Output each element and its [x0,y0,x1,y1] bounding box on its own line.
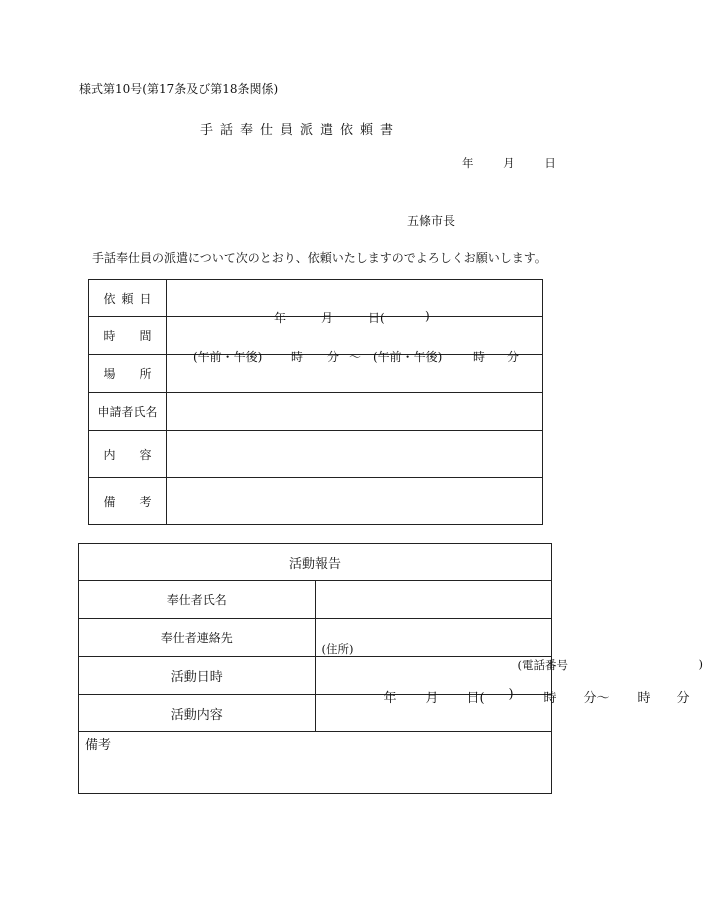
report-remarks-row [79,732,552,794]
request-table [88,279,543,525]
date-month-label: 月 [503,156,515,170]
applicant-row [89,393,543,431]
report-remarks-field[interactable] [79,732,552,794]
activity-min-end: 分 [676,690,690,706]
activity-month: 月 [425,690,439,706]
addressee: 五條市長 [407,214,456,228]
activity-min-start: 分〜 [583,690,610,706]
request-date-field[interactable] [167,280,543,325]
activity-year: 年 [383,690,397,706]
content-field[interactable] [167,431,543,478]
applicant-label: 申請者氏名 [89,393,167,431]
activity-datetime-field[interactable] [315,657,690,706]
report-remarks-label: 備考 [85,738,112,753]
volunteer-contact-label: 奉仕者連絡先 [79,619,316,657]
date-year-label: 年 [462,156,474,170]
contact-address-label: (住所) [321,641,354,656]
time-min-start: 分 [327,349,340,364]
time-ampm-end: (午前・午後) [373,349,443,364]
remarks-field[interactable] [167,478,543,525]
activity-datetime-row [79,657,552,695]
contact-phone-label: (電話番号 [517,657,568,672]
volunteer-name-field[interactable] [315,581,552,619]
content-label: 内容 [89,431,167,478]
document-title: 手話奉仕員派遣依頼書 [200,123,401,138]
time-min-end: 分 [507,349,520,364]
time-ampm-start: (午前・午後) [193,349,263,364]
remarks-label: 備考 [89,478,167,525]
submission-date [462,155,556,171]
request-date-label: 依頼日 [89,280,167,317]
activity-hour-start: 時 [543,690,557,706]
contact-phone-close: ) [698,656,703,671]
time-hour-start: 時 [291,349,304,364]
place-label: 場所 [89,355,167,393]
request-date-day: 日( [368,311,385,325]
applicant-field[interactable] [167,393,543,431]
volunteer-contact-row [79,619,552,657]
request-date-row [89,280,543,317]
report-table [78,543,703,794]
volunteer-name-row [79,581,552,619]
time-field[interactable] [167,317,543,364]
request-date-close: ) [425,309,430,323]
volunteer-name-label: 奉仕者氏名 [79,581,316,619]
report-title: 活動報告 [79,544,552,581]
activity-hour-end: 時 [637,690,651,706]
request-date-year: 年 [274,311,287,325]
time-hour-end: 時 [473,349,486,364]
time-row [89,317,543,355]
request-date-month: 月 [321,311,334,325]
time-tilde: 〜 [349,349,362,364]
activity-datetime-label: 活動日時 [79,657,316,695]
remarks-row [89,478,543,525]
content-row [89,431,543,478]
date-day-label: 日 [544,156,556,170]
activity-day: 日( [466,690,485,706]
activity-day-close: ) [508,686,514,702]
activity-content-label: 活動内容 [79,695,316,732]
volunteer-contact-field[interactable] [315,619,703,672]
report-title-row [79,544,552,581]
time-label: 時間 [89,317,167,355]
form-id: 様式第10号(第17条及び第18条関係) [79,82,279,96]
intro-text: 手話奉仕員の派遣について次のとおり、依頼いたしますのでよろしくお願いします。 [92,251,547,265]
